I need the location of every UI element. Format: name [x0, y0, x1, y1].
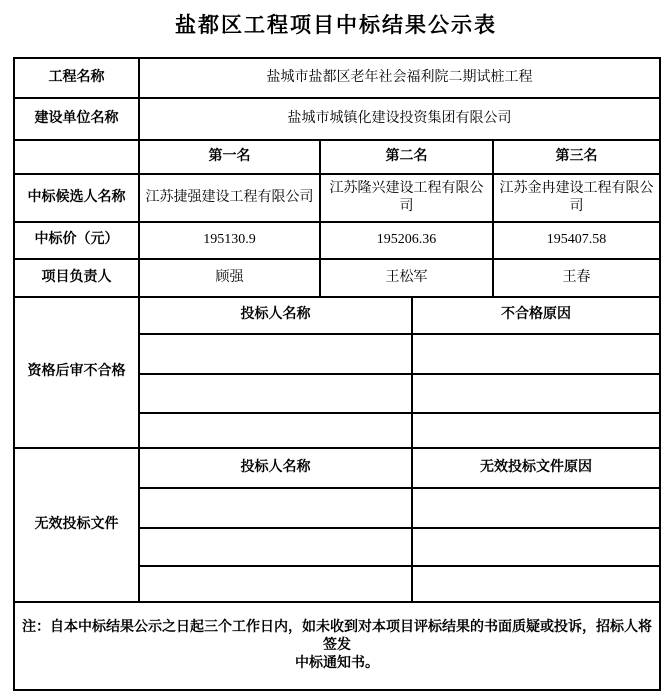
invalid-bid-bidder-header: 投标人名称	[139, 448, 412, 488]
owner-value: 盐城市城镇化建设投资集团有限公司	[139, 98, 660, 140]
bid-price-second: 195206.36	[320, 222, 493, 259]
project-manager-first: 顾强	[139, 259, 320, 297]
project-manager-third: 王春	[493, 259, 660, 297]
empty-cell	[412, 528, 660, 566]
owner-row	[14, 98, 660, 140]
owner-label: 建设单位名称	[14, 98, 139, 140]
candidate-first: 江苏捷强建设工程有限公司	[139, 174, 320, 222]
project-name-row	[14, 58, 660, 98]
bid-price-label: 中标价（元）	[14, 222, 139, 259]
empty-cell	[412, 413, 660, 448]
note-row	[14, 602, 660, 690]
project-name-value: 盐城市盐都区老年社会福利院二期试桩工程	[139, 58, 660, 98]
bid-price-row	[14, 222, 660, 259]
page-title: 盐都区工程项目中标结果公示表	[175, 13, 497, 37]
postqual-label: 资格后审不合格	[14, 297, 139, 448]
project-manager-row	[14, 259, 660, 297]
empty-cell	[139, 334, 412, 374]
empty-cell	[139, 488, 412, 528]
invalid-bid-header-row	[14, 448, 660, 488]
rank-second-header: 第二名	[320, 140, 493, 174]
candidate-second: 江苏隆兴建设工程有限公司	[320, 174, 493, 222]
bid-price-first: 195130.9	[139, 222, 320, 259]
empty-cell	[139, 566, 412, 602]
note-line-1: 注：自本中标结果公示之日起三个工作日内，如未收到对本项目评标结果的书面质疑或投诉，招标人将签发	[22, 619, 652, 653]
empty-cell	[412, 566, 660, 602]
empty-cell	[139, 528, 412, 566]
candidates-row	[14, 174, 660, 222]
postqual-reason-header: 不合格原因	[412, 297, 660, 334]
rank-first-header: 第一名	[139, 140, 320, 174]
candidate-third: 江苏金冉建设工程有限公司	[493, 174, 660, 222]
project-name-label: 工程名称	[14, 58, 139, 98]
rank-third-header: 第三名	[493, 140, 660, 174]
project-manager-label: 项目负责人	[14, 259, 139, 297]
empty-cell	[412, 374, 660, 413]
bid-price-third: 195407.58	[493, 222, 660, 259]
postqual-header-row	[14, 297, 660, 334]
note-line-2: 中标通知书。	[295, 656, 379, 672]
postqual-bidder-header: 投标人名称	[139, 297, 412, 334]
candidates-label: 中标候选人名称	[14, 174, 139, 222]
empty-cell	[139, 374, 412, 413]
invalid-bid-label: 无效投标文件	[14, 448, 139, 602]
project-manager-second: 王松军	[320, 259, 493, 297]
bid-result-table	[13, 57, 661, 691]
empty-cell	[139, 413, 412, 448]
empty-cell	[14, 140, 139, 174]
empty-cell	[412, 488, 660, 528]
empty-cell	[412, 334, 660, 374]
note-cell	[14, 602, 660, 690]
rank-header-row	[14, 140, 660, 174]
invalid-bid-reason-header: 无效投标文件原因	[412, 448, 660, 488]
